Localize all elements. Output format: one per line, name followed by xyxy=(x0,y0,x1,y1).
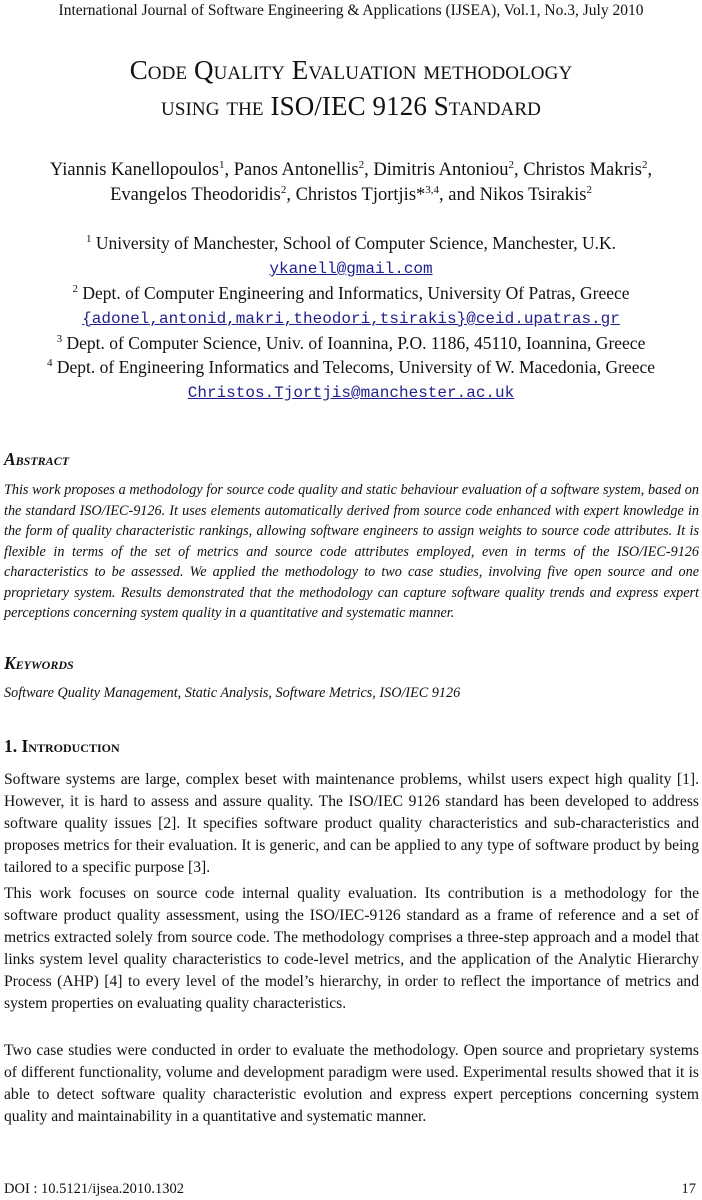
affiliation-2: $^2$ Dept. of Computer Engineering and Informatics, University Of Patras, Greece xyxy=(72,283,630,303)
email-link[interactable]: {adonel,antonid,makri,theodori,tsirakis}@ceid.upatras.gr xyxy=(82,310,620,328)
abstract-text: This work proposes a methodology for source code quality and static behaviour evaluation of a software system, based on the standard ISO/IEC-9126. It uses elements automatically derived from source code enhanced with expert knowledge in the form of quality characteristic rankings, allowing software engineers to assign weights to source code attributes. It is flexible in terms of the set of metrics and source code attributes employed, even in terms of the ISO/IEC-9126 characteristics to be assessed. We applied the methodology to two case studies, involving five open source and one proprietary system. Results demonstrated that the methodology can capture software quality trends and express expert perceptions concerning system quality in a quantitative and systematic manner. xyxy=(4,482,699,621)
abstract-heading: Abstract xyxy=(4,449,70,469)
author: Evangelos Theodoridis$^2$, xyxy=(110,183,296,205)
running-header: International Journal of Software Engineering & Applications (IJSEA), Vol.1, No.3, July 2010 xyxy=(58,2,644,19)
author: Christos Tjortjis*$^{3,4}$, and xyxy=(295,183,480,205)
author: Yiannis Kanellopoulos$^1$, xyxy=(49,158,234,180)
affiliations xyxy=(0,231,702,405)
affiliation-4: $^4$ Dept. of Engineering Informatics and Telecoms, University of W. Macedonia, Greece xyxy=(47,357,655,377)
intro-paragraph-2: This work focuses on source code internal quality evaluation. Its contribution is a methodology for the software product quality assessment, using the ISO/IEC-9126 standard as a frame of reference and a set of metrics extracted solely from source code. The methodology comprises a three-step approach and a model that links system level quality characteristics to code-level metrics, and the application of the Analytic Hierarchy Process (AHP) [4] to every level of the model’s hierarchy, in order to reflect the importance of metrics and system properties on evaluating quality characteristics. xyxy=(4,885,699,1012)
page-number: 17 xyxy=(681,1181,696,1197)
keywords-heading: Keywords xyxy=(4,653,74,673)
intro-paragraph-1: Software systems are large, complex beset with maintenance problems, whilst users expect high quality [1]. However, it is hard to assess and assure quality. The ISO/IEC 9126 standard has been developed to address software quality issues [2]. It specifies software product quality characteristics and sub-characteristics and proposes metrics for their evaluation. It is generic, and can be applied to any type of software product by being tailored to a specific purpose [3]. xyxy=(4,771,699,876)
author-list xyxy=(10,158,692,208)
author: Christos Makris$^2$, xyxy=(523,158,653,180)
doi: DOI : 10.5121/ijsea.2010.1302 xyxy=(4,1181,185,1197)
keywords-text: Software Quality Management, Static Analysis, Software Metrics, ISO/IEC 9126 xyxy=(4,685,461,701)
title-line-1: Code Quality Evaluation methodology xyxy=(129,55,573,85)
intro-paragraph-3: Two case studies were conducted in order to evaluate the methodology. Open source and proprietary systems of different functionality, volume and development paradigm were used. Experimental results showed that it is able to detect software quality characteristic evolution and express expert perceptions concerning system quality and maintainability in a quantitative and systematic manner. xyxy=(4,1042,699,1125)
paper-title xyxy=(0,52,702,124)
author: Dimitris Antoniou$^2$, xyxy=(373,158,524,180)
email-link[interactable]: Christos.Tjortjis@manchester.ac.uk xyxy=(187,384,515,402)
affiliation-3: $^3$ Dept. of Computer Science, Univ. of Ioannina, P.O. 1186, 45110, Ioannina, Greece xyxy=(56,333,646,353)
author: Nikos Tsirakis$^2$ xyxy=(479,183,592,205)
email-link[interactable]: ykanell@gmail.com xyxy=(269,260,433,278)
author: Panos Antonellis$^2$, xyxy=(233,158,374,180)
introduction-heading: 1. Introduction xyxy=(4,736,120,756)
title-line-2: using the ISO/IEC 9126 Standard xyxy=(161,91,541,121)
affiliation-1: $^1$ University of Manchester, School of Computer Science, Manchester, U.K. xyxy=(86,233,616,253)
